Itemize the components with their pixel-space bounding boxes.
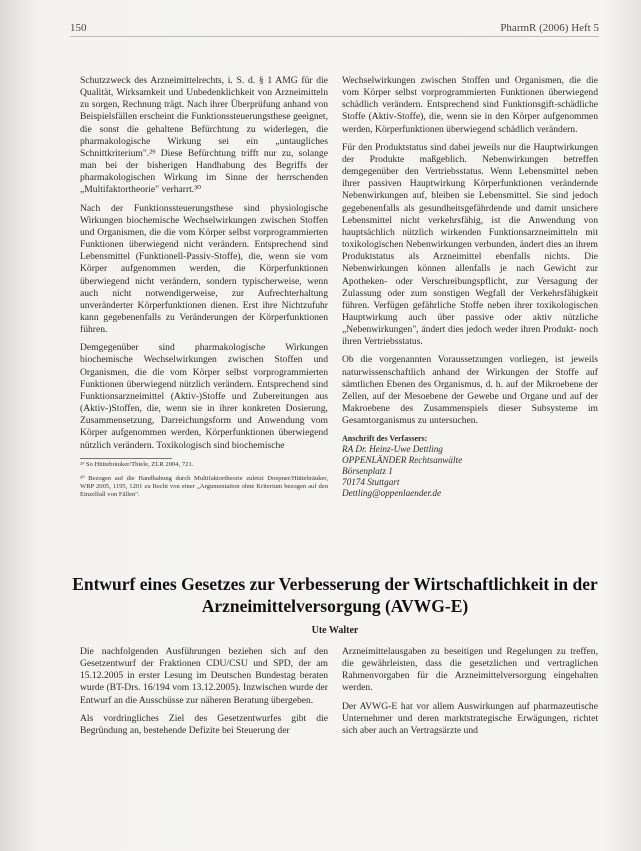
footnote: ²⁹ So Hüttebräuker/Thiele, ZLR 2004, 721. xyxy=(80,460,194,468)
footnote-rule xyxy=(80,458,172,459)
footnote: ³⁰ Bezogen auf die Handhabung durch Multifaktortheorie zuletzt Doepner/Hüttebräuker, WRP 2005, 1195, 1201 zu Recht von einer „Argumentation ohne Kriterium bezogen auf den Einzelfall von Fällen". xyxy=(80,474,328,498)
paragraph: Arzneimittelausgaben zu beseitigen und Regelungen zu treffen, die gewährleisten, dass die gesetzlichen und vertraglichen Rahmenvorgaben für die Arzneimittelversorgung eingehalten werden. xyxy=(342,646,598,694)
paragraph: Schutzzweck des Arzneimittelrechts, i. S. d. § 1 AMG für die Qualität, Wirksamkeit und Unbedenklichkeit von Arzneimitteln zu sorgen, Rechnung trägt. Nach ihrer Überprüfung anhand von Beispielsfällen erscheint die Funktionssteuerungsthese geeignet, die sonst die gehaltene Befürchtung zu widerlegen, die pharmakologische Wirkung sei ein „untaugliches Schnittkriterium".²⁹ Diese Befürchtung trifft nur zu, solange man bei der bisherigen Handhabung des Begriffs der pharmakologischen Wirkung im Sinne der herrschenden „Multifaktortheorie" verharrt.³⁰ xyxy=(80,75,328,196)
paragraph: Als vordringliches Ziel des Gesetzentwurfes gibt die Begründung an, bestehende Defizite bei Steuerung der xyxy=(80,712,328,736)
address-line: Börsenplatz 1 xyxy=(342,466,393,477)
running-header xyxy=(70,22,599,37)
paragraph: Für den Produktstatus sind dabei jeweils nur die Hauptwirkungen der Produkte maßgeblich. Nebenwirkungen betreffen demgegenüber den Vertriebsstatus. Wenn Lebensmittel neben ihrer passiven Hauptwirkung Körperfunktionen verändernde Nebenwirkungen auf, bleiben sie Lebensmittel. Sie sind jedoch gegebenenfalls als gesundheitsgefährdende und damit unsichere Lebensmittel nicht verkehrsfähig, ist die Anwendung von hauptsächlich nützlich wirkenden Funktionsarzneimitteln mit toxikologischen Nebenwirkungen verbunden, ändert dies an ihrem Produktstatus als Arzneimittel ebenfalls nichts. Die Nebenwirkungen können allenfalls je nach Gewicht zur Apotheken- oder Verschreibungspflicht, zur Versagung der Zulassung oder zum sonstigen Wegfall der Verkehrsfähigkeit führen. Verfügen gefährliche Stoffe neben ihrer toxikologischen Hauptwirkung auch über passive oder aktiv nützliche „Nebenwirkungen", ändert dies jedoch weder ihren Produkt- noch ihren Vertriebsstatus. xyxy=(342,141,598,348)
journal-header: PharmR (2006) Heft 5 xyxy=(500,22,599,34)
address-line: OPPENLÄNDER Rechtsanwälte xyxy=(342,455,463,466)
page-number: 150 xyxy=(70,22,87,34)
paragraph: Nach der Funktionssteuerungsthese sind physiologische Wirkungen biochemische Wechselwirkungen zwischen Stoffen und Organismen, die die vom Körper selbst vorprogrammierten Funktionen überwiegend nicht verändern. Entsprechend sind Lebensmittel (Funktionell-Passiv-Stoffe), die, wenn sie vom Körper aufgenommen werden, die Körperfunktionen überwiegend nicht verändern, sondern typischerweise, wenn auch nicht notwendigerweise, zur Aufrechterhaltung unveränderter Körperfunktionen dienen. Erst ihre Nichtzufuhr kann gegebenenfalls zu Veränderungen der Körperfunktionen führen. xyxy=(80,202,328,336)
address-heading: Anschrift des Verfassers: xyxy=(342,434,428,444)
author-address xyxy=(342,433,598,499)
left-column xyxy=(80,75,328,505)
right-column xyxy=(342,75,598,499)
paragraph: Demgegenüber sind pharmakologische Wirkungen biochemische Wechselwirkungen zwischen Stoffen und Organismen, die die vom Körper selbst vorprogrammierten Funktionen überwiegend nützlich verändern. Entsprechend sind Funktionsarzneimittel (Aktiv-)Stoffe und Zubereitungen aus (Aktiv-)Stoffen, die, wenn sie in ihrer konkreten Dosierung, Zusammensetzung, Darreichungsform und Anwendung vom Körper aufgenommen werden, Körperfunktionen überwiegend nützlich verändern. Toxikologisch sind biochemische xyxy=(80,342,328,451)
left-column-article xyxy=(80,646,328,743)
paragraph: Ob die vorgenannten Voraussetzungen vorliegen, ist jeweils naturwissenschaftlich anhand der Wirkungen der Stoffe auf sämtlichen Ebenen des Organismus, d. h. auf der Mikroebene der Zellen, auf der Mesoebene der Gewebe und Organe und auf der Makroebene des Zusammenspiels dieser Subsysteme im Gesamtorganismus zu untersuchen. xyxy=(342,354,598,427)
paragraph: Die nachfolgenden Ausführungen beziehen sich auf den Gesetzentwurf der Fraktionen CDU/CSU und SPD, der am 15.12.2005 in erster Lesung im Deutschen Bundestag beraten wurde (BT-Drs. 16/194 vom 13.12.2005). Inzwischen wurde der Entwurf an die Ausschüsse zur näheren Beratung übergeben. xyxy=(80,646,328,706)
right-column-article xyxy=(342,646,598,743)
article-author: Ute Walter xyxy=(311,625,359,636)
paragraph: Der AVWG-E hat vor allem Auswirkungen auf pharmazeutische Unternehmer und deren marktstrategische Erwägungen, richtet sich aber auch an Vertragsärzte und xyxy=(342,700,598,736)
address-email: Dettling@oppenlaender.de xyxy=(342,488,442,499)
article-title: Entwurf eines Gesetzes zur Verbesserung der Wirtschaftlichkeit in der Arzneimittelversorgung (AVWG-E) xyxy=(72,574,598,616)
address-line: RA Dr. Heinz-Uwe Dettling xyxy=(342,444,443,455)
paragraph: Wechselwirkungen zwischen Stoffen und Organismen, die die vom Körper selbst vorprogrammierten Funktionen überwiegend schädlich verändern. Entsprechend sind Funktionsgift-schädliche Stoffe (Aktiv-Stoffe), die, wenn sie in den Körper aufgenommen werden, Körperfunktionen überwiegend schädlich verändern. xyxy=(342,75,598,135)
address-line: 70174 Stuttgart xyxy=(342,477,400,488)
